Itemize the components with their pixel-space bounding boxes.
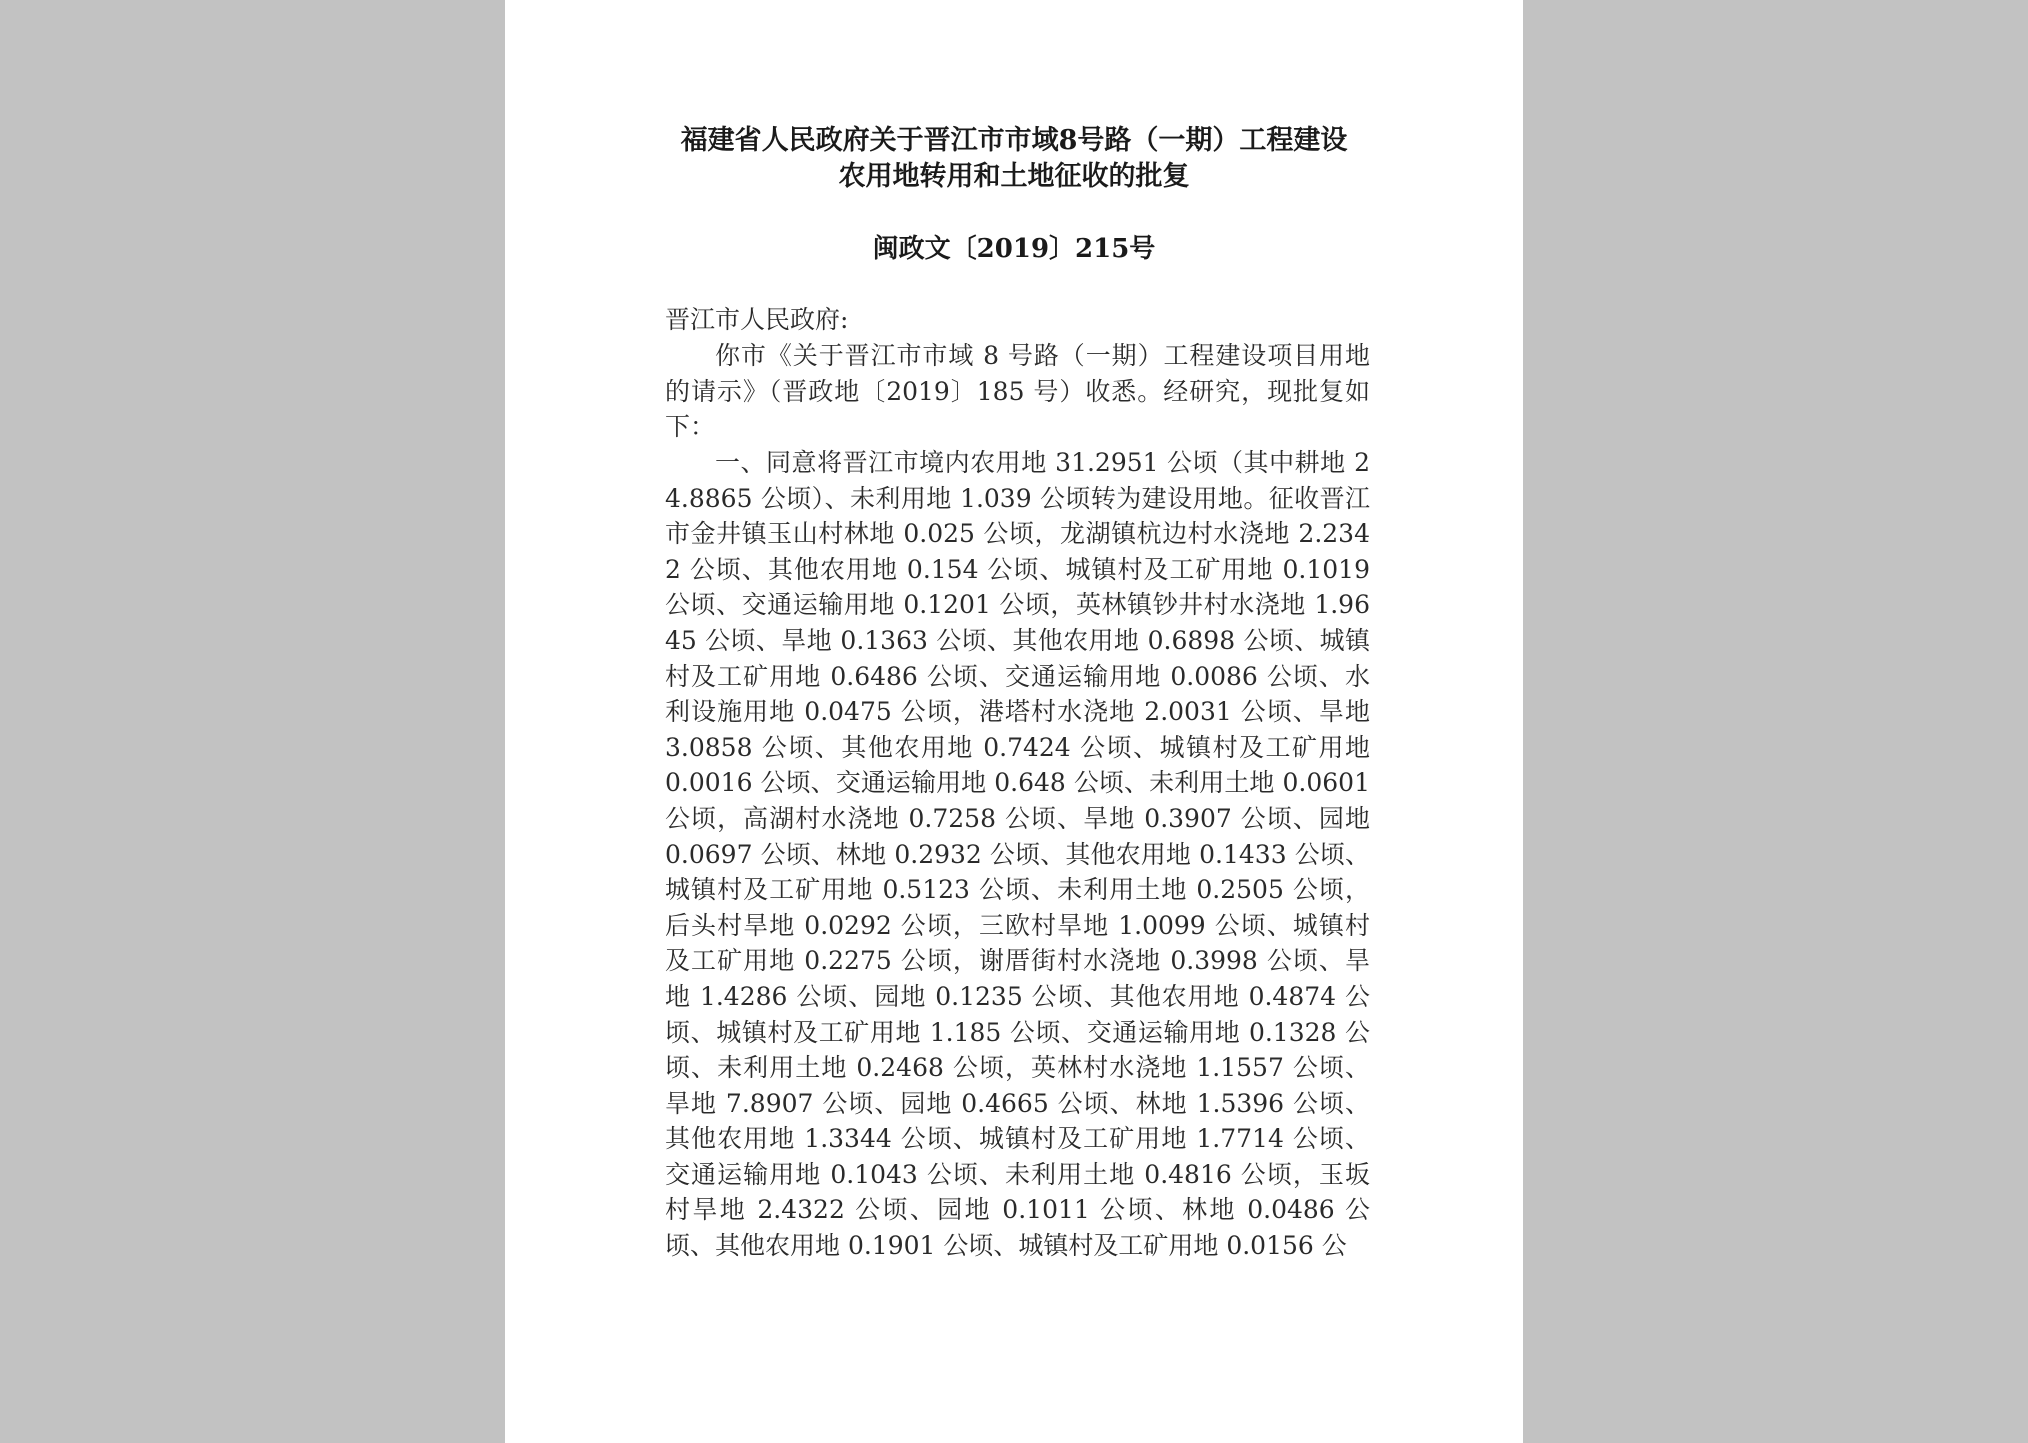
document-title-line1: 福建省人民政府关于晋江市市域8号路（一期）工程建设 bbox=[680, 125, 1348, 156]
paragraph-item-1: 一、同意将晋江市境内农用地 31.2951 公顷（其中耕地 24.8865 公顷）、未利用地 1.039 公顷转为建设用地。征收晋江市金井镇玉山村林地 0.025 公顷，龙湖镇杭边村水浇地 2.2342 公顷、其他农用地 0.154 公顷、城镇村及工矿用地 0.1019 公顷、交通运输用地 0.1201 公顷，英林镇钞井村水浇地 1.9645 公顷、旱地 0.1363 公顷、其他农用地 0.6898 公顷、城镇村及工矿用地 0.6486 公顷、交通运输用地 0.0086 公顷、水利设施用地 0.0475 公顷，港塔村水浇地 2.0031 公顷、旱地 3.0858 公顷、其他农用地 0.7424 公顷、城镇村及工矿用地 0.0016 公顷、交通运输用地 0.648 公顷、未利用土地 0.0601 公顷，高湖村水浇地 0.7258 公顷、旱地 0.3907 公顷、园地 0.0697 公顷、林地 0.2932 公顷、其他农用地 0.1433 公顷、城镇村及工矿用地 0.5123 公顷、未利用土地 0.2505 公顷，后头村旱地 0.0292 公顷，三欧村旱地 1.0099 公顷、城镇村及工矿用地 0.2275 公顷，谢厝街村水浇地 0.3998 公顷、旱地 1.4286 公顷、园地 0.1235 公顷、其他农用地 0.4874 公顷、城镇村及工矿用地 1.185 公顷、交通运输用地 0.1328 公顷、未利用土地 0.2468 公顷，英林村水浇地 1.1557 公顷、旱地 7.8907 公顷、园地 0.4665 公顷、林地 1.5396 公顷、其他农用地 1.3344 公顷、城镇村及工矿用地 1.7714 公顷、交通运输用地 0.1043 公顷、未利用土地 0.4816 公顷，玉坂村旱地 2.4322 公顷、园地 0.1011 公顷、林地 0.0486 公顷、其他农用地 0.1901 公顷、城镇村及工矿用地 0.0156 公 bbox=[665, 448, 1370, 1261]
salutation: 晋江市人民政府: bbox=[665, 305, 849, 334]
document-page bbox=[505, 0, 1523, 1443]
document-number: 闽政文〔2019〕215号 bbox=[872, 234, 1156, 264]
document-title-line2: 农用地转用和土地征收的批复 bbox=[838, 161, 1190, 192]
paragraph-intro: 你市《关于晋江市市域 8 号路（一期）工程建设项目用地的请示》（晋政地〔2019〕185 号）收悉。经研究，现批复如下： bbox=[665, 341, 1370, 442]
